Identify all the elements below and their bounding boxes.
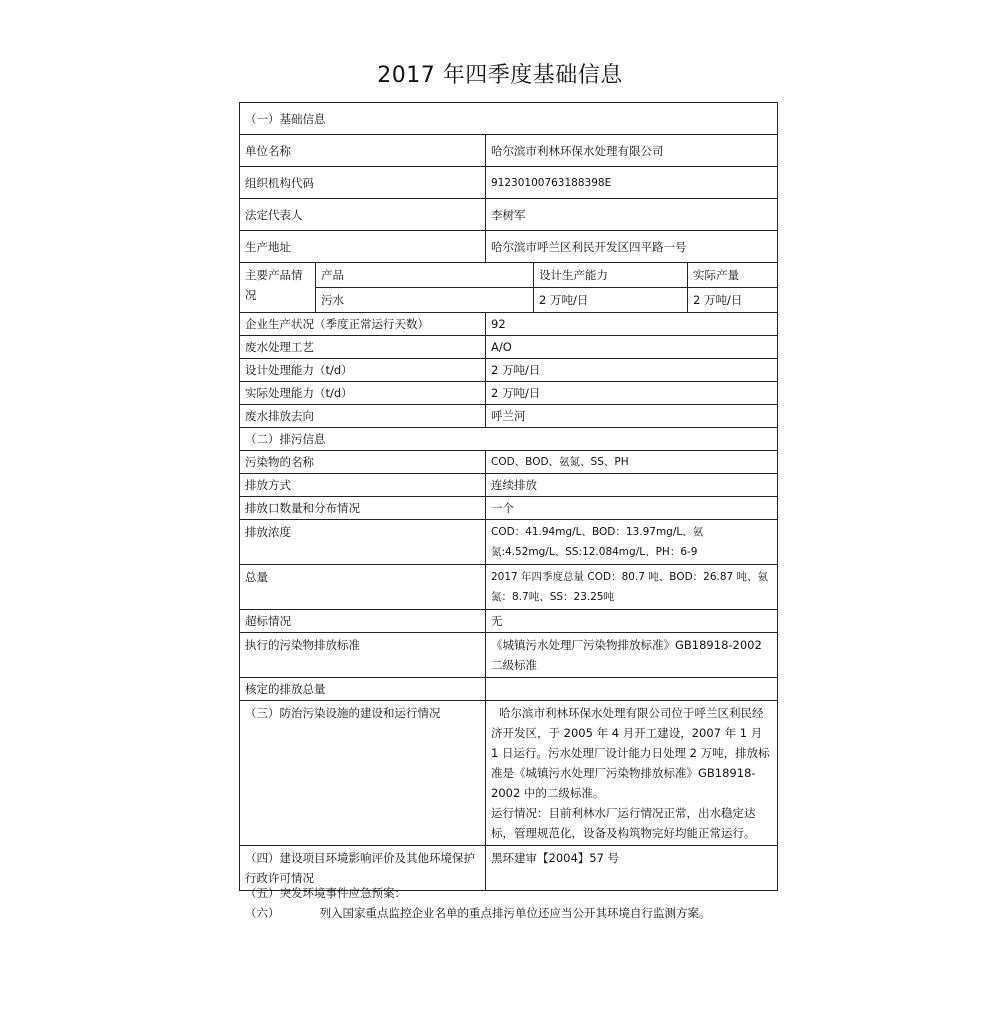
products-label: 主要产品情况 — [240, 263, 316, 313]
outlet-count-label: 排放口数量和分布情况 — [240, 497, 486, 520]
eia-permit-value: 黑环建审【2004】57 号 — [486, 846, 778, 891]
design-treatment-value: 2 万吨/日 — [486, 359, 778, 382]
section-emission-heading: （二）排污信息 — [240, 428, 778, 451]
monitoring-plan-text: 列入国家重点监控企业名单的重点排污单位还应当公开其环境自行监测方案。 — [319, 906, 711, 920]
actual-treatment-value: 2 万吨/日 — [486, 382, 778, 405]
design-capacity-header: 设计生产能力 — [534, 263, 688, 288]
monitoring-plan-prefix: （六） — [245, 906, 280, 920]
total-amount-value: 2017 年四季度总量 COD：80.7 吨、BOD：26.87 吨、氨氮：8.7吨、SS：23.25吨 — [486, 565, 778, 610]
exceed-status-value: 无 — [486, 610, 778, 633]
discharge-mode-label: 排放方式 — [240, 474, 486, 497]
legal-rep-label: 法定代表人 — [240, 199, 486, 231]
design-capacity-value: 2 万吨/日 — [534, 288, 688, 313]
process-label: 废水处理工艺 — [240, 336, 486, 359]
address-value: 哈尔滨市呼兰区利民开发区四平路一号 — [486, 231, 778, 263]
address-label: 生产地址 — [240, 231, 486, 263]
exceed-status-label: 超标情况 — [240, 610, 486, 633]
standard-label: 执行的污染物排放标准 — [240, 633, 486, 678]
product-value: 污水 — [316, 288, 534, 313]
design-treatment-label: 设计处理能力（t/d） — [240, 359, 486, 382]
facility-paragraph: 哈尔滨市利林环保水处理有限公司位于呼兰区利民经济开发区，于 2005 年 4 月开工建设，2007 年 1 月 1 日运行。污水处理厂设计能力日处理 2 万吨，排放标准是《城镇污水处理厂污染物排放标准》GB18918-2002 中的二级标准。 — [491, 706, 770, 800]
page-title: 2017 年四季度基础信息 — [377, 63, 623, 88]
facility-operation-label: （三）防治污染设施的建设和运行情况 — [240, 701, 486, 846]
approved-total-label: 核定的排放总量 — [240, 678, 486, 701]
eia-permit-label: （四）建设项目环境影响评价及其他环境保护行政许可情况 — [240, 846, 486, 891]
pollutant-name-value: COD、BOD、氨氮、SS、PH — [486, 451, 778, 474]
actual-treatment-label: 实际处理能力（t/d） — [240, 382, 486, 405]
outlet-count-value: 一个 — [486, 497, 778, 520]
approved-total-value — [486, 678, 778, 701]
process-value: A/O — [486, 336, 778, 359]
section-basic-heading: （一）基础信息 — [240, 103, 778, 135]
operation-days-label: 企业生产状况（季度正常运行天数） — [240, 313, 486, 336]
info-table — [239, 102, 778, 891]
discharge-destination-value: 呼兰河 — [486, 405, 778, 428]
monitoring-plan-line — [245, 905, 711, 921]
actual-output-header: 实际产量 — [688, 263, 778, 288]
legal-rep-value: 李树军 — [486, 199, 778, 231]
discharge-destination-label: 废水排放去向 — [240, 405, 486, 428]
concentration-label: 排放浓度 — [240, 520, 486, 565]
operation-status-paragraph: 运行情况：目前利林水厂运行情况正常，出水稳定达标，管理规范化，设备及构筑物完好均能正常运行。 — [491, 806, 756, 840]
standard-value: 《城镇污水处理厂污染物排放标准》GB18918-2002 二级标准 — [486, 633, 778, 678]
actual-output-value: 2 万吨/日 — [688, 288, 778, 313]
discharge-mode-value: 连续排放 — [486, 474, 778, 497]
pollutant-name-label: 污染物的名称 — [240, 451, 486, 474]
emergency-plan-line: （五）突发环境事件应急预案： — [245, 886, 406, 900]
facility-operation-value — [486, 701, 778, 846]
unit-name-value: 哈尔滨市利林环保水处理有限公司 — [486, 135, 778, 167]
operation-days-value: 92 — [486, 313, 778, 336]
total-amount-label: 总量 — [240, 565, 486, 610]
product-header: 产品 — [316, 263, 534, 288]
org-code-label: 组织机构代码 — [240, 167, 486, 199]
unit-name-label: 单位名称 — [240, 135, 486, 167]
concentration-value: COD：41.94mg/L、BOD：13.97mg/L、氨氮:4.52mg/L、SS:12.084mg/L、PH：6-9 — [486, 520, 778, 565]
org-code-value: 91230100763188398E — [486, 167, 778, 199]
